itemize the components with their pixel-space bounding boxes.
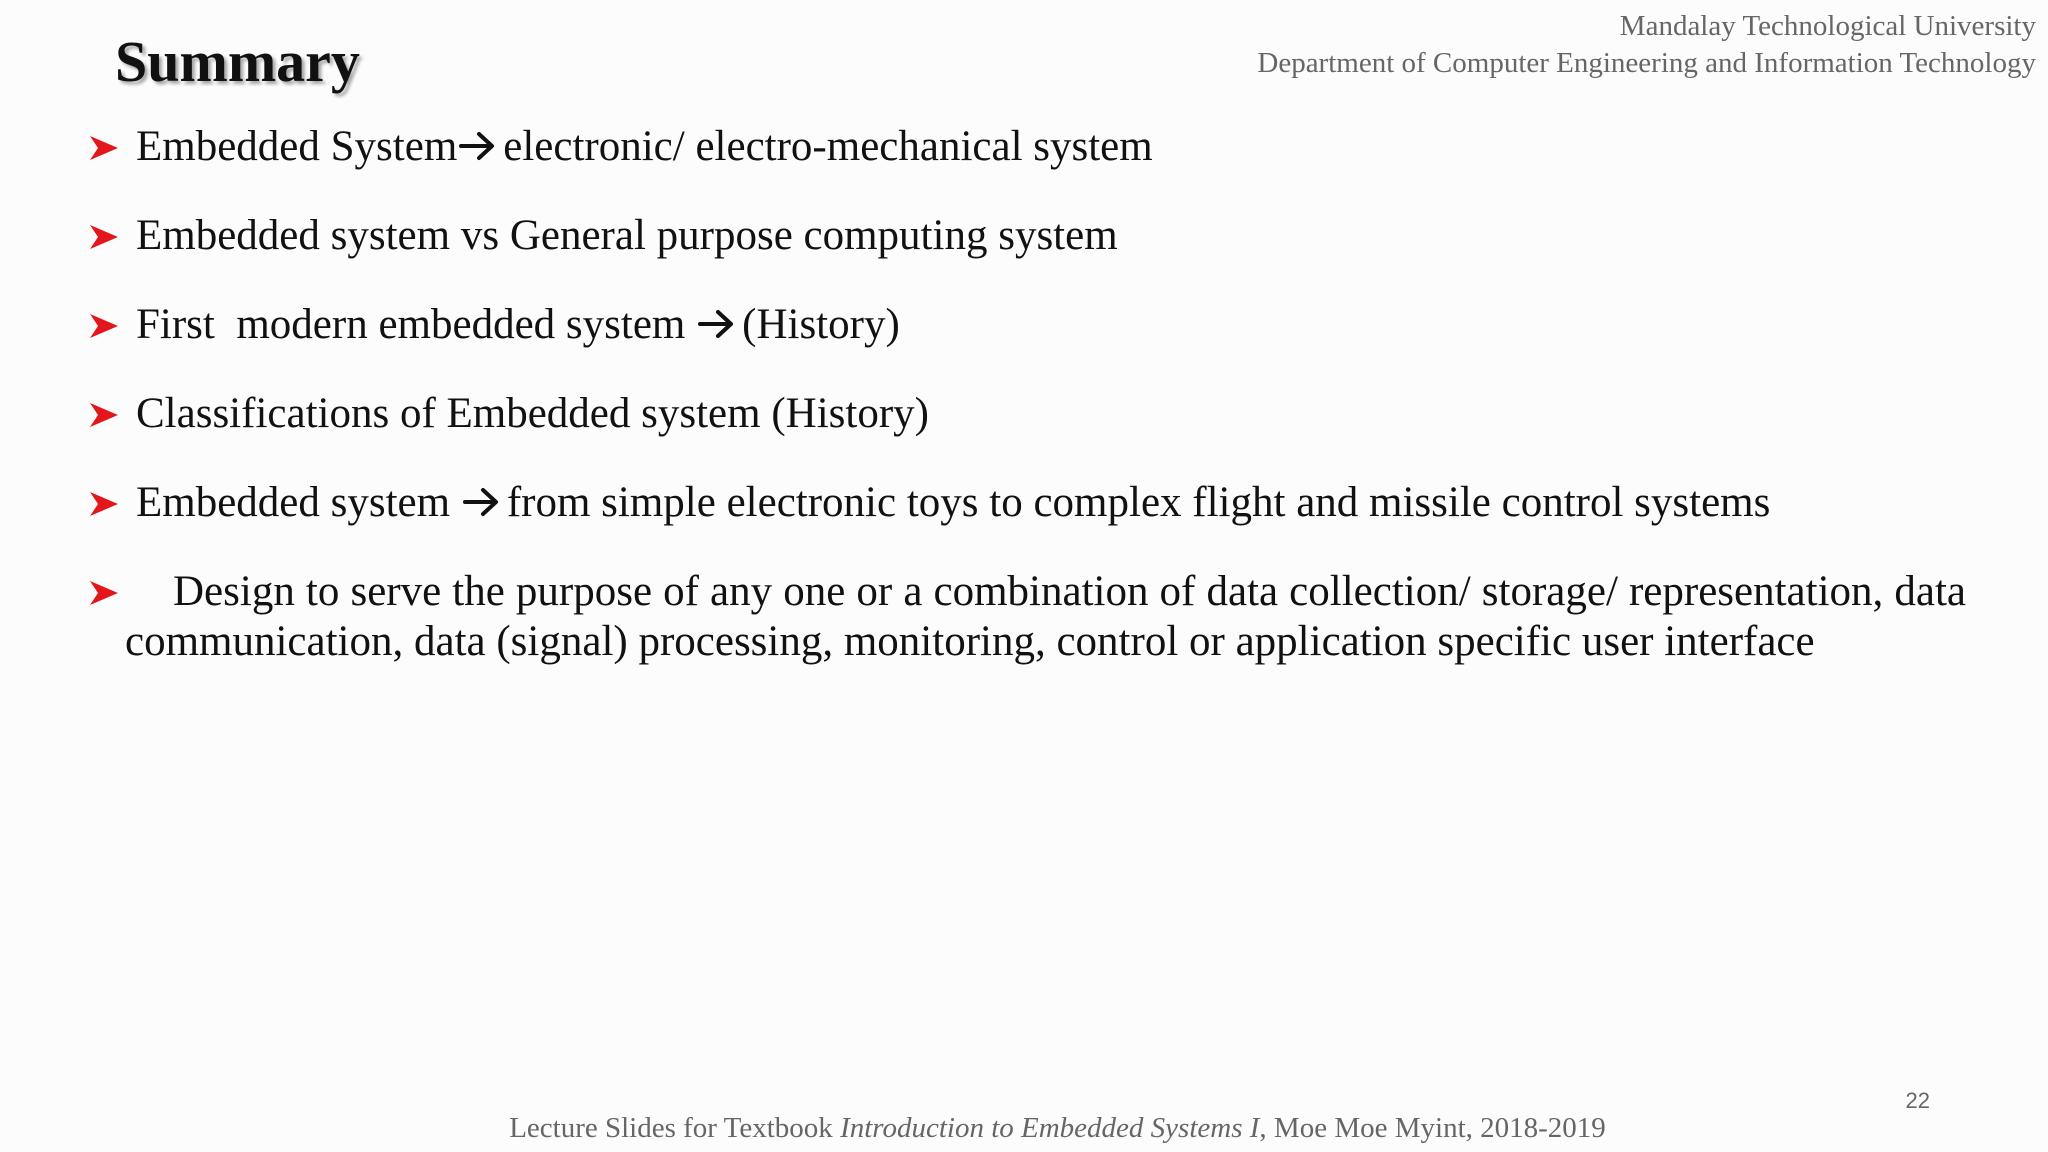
bullet-list bbox=[88, 122, 1966, 667]
bullet-text-after: from simple electronic toys to complex flight and missile control systems bbox=[506, 479, 1771, 526]
slide-title: Summary bbox=[115, 29, 360, 94]
institution-header bbox=[1257, 8, 2036, 82]
bullet-text-before: Embedded system bbox=[136, 479, 451, 526]
footer bbox=[0, 1112, 2048, 1145]
bullet-text: Design to serve the purpose of any one or a combination of data collection/ storage/ representation, data communication, data (signal) processing, monitoring, control or application specific user interface bbox=[125, 568, 1966, 665]
bullet-text: Classifications of Embedded system (History) bbox=[136, 390, 929, 437]
page-number: 22 bbox=[1905, 1088, 1930, 1113]
bullet-text-after: electronic/ electro-mechanical system bbox=[503, 123, 1153, 170]
bullet-text-before: First modern embedded system bbox=[136, 301, 686, 348]
bullet-item-design-purpose bbox=[88, 567, 1966, 667]
university-name: Mandalay Technological University bbox=[1619, 10, 2036, 42]
red-arrowhead-bullet-icon bbox=[88, 399, 120, 431]
bullet-item-embedded-system bbox=[88, 122, 1966, 172]
bullet-text: Embedded system vs General purpose computing system bbox=[136, 212, 1118, 259]
red-arrowhead-bullet-icon bbox=[88, 577, 120, 609]
red-arrowhead-bullet-icon bbox=[88, 132, 120, 164]
right-arrow-icon bbox=[698, 307, 736, 341]
footer-book-title: Introduction to Embedded Systems I bbox=[840, 1112, 1260, 1144]
right-arrow-icon bbox=[463, 485, 501, 519]
bullet-item-vs-general-purpose bbox=[88, 211, 1966, 261]
bullet-item-applications bbox=[88, 478, 1966, 528]
bullet-item-first-modern bbox=[88, 300, 1966, 350]
red-arrowhead-bullet-icon bbox=[88, 221, 120, 253]
footer-prefix: Lecture Slides for Textbook bbox=[509, 1112, 841, 1144]
right-arrow-icon bbox=[459, 129, 497, 163]
footer-suffix: , Moe Moe Myint, 2018-2019 bbox=[1259, 1112, 1606, 1144]
department-name: Department of Computer Engineering and Information Technology bbox=[1257, 47, 2036, 79]
bullet-text-after: (History) bbox=[742, 301, 900, 348]
red-arrowhead-bullet-icon bbox=[88, 488, 120, 520]
red-arrowhead-bullet-icon bbox=[88, 310, 120, 342]
bullet-item-classifications bbox=[88, 389, 1966, 439]
bullet-text-before: Embedded System bbox=[136, 123, 458, 170]
